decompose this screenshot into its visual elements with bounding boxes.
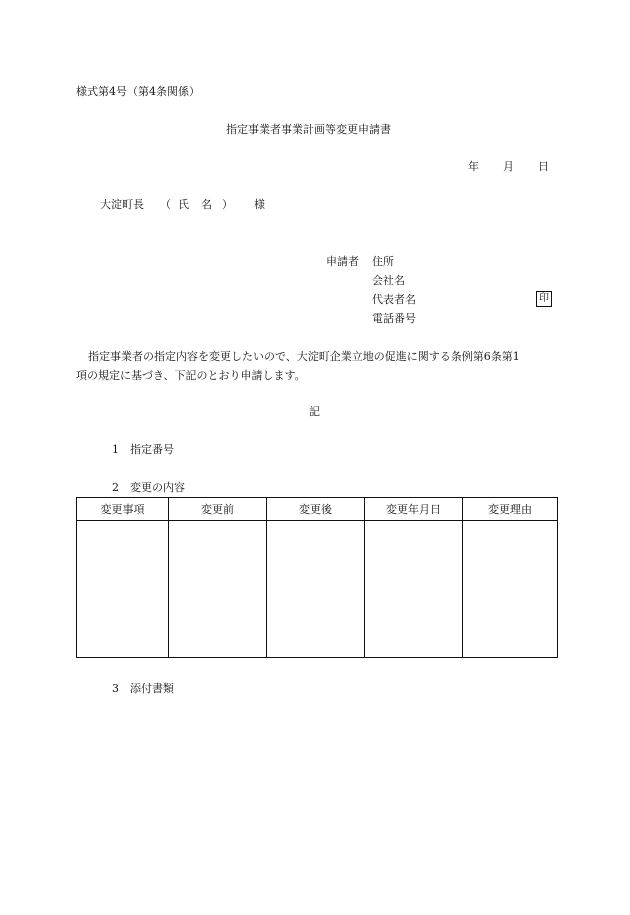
date-day: 日 <box>538 160 549 173</box>
applicant-representative-label: 代表者名 <box>372 293 416 306</box>
date-month: 月 <box>503 160 514 173</box>
header-after: 変更後 <box>267 498 365 521</box>
cell-change-item[interactable] <box>77 521 169 658</box>
item-3-label: 添付書類 <box>130 682 174 695</box>
table-row <box>77 521 558 658</box>
addressee-name: 大淀町長 <box>100 198 144 211</box>
addressee-open-paren: （ <box>160 198 171 211</box>
applicant-label: 申請者 <box>326 255 359 268</box>
applicant-phone-label: 電話番号 <box>372 312 416 325</box>
form-number: 様式第4号（第4条関係） <box>76 85 200 98</box>
cell-before[interactable] <box>169 521 267 658</box>
document-title: 指定事業者事業計画等変更申請書 <box>226 123 391 136</box>
changes-table <box>76 497 558 658</box>
applicant-company-label: 会社名 <box>372 274 405 287</box>
date-year: 年 <box>468 160 479 173</box>
body-line-1: 指定事業者の指定内容を変更したいので、大淀町企業立地の促進に関する条例第6条第1 <box>88 350 520 363</box>
header-change-item: 変更事項 <box>77 498 169 521</box>
cell-change-date[interactable] <box>365 521 463 658</box>
applicant-address-label: 住所 <box>372 255 394 268</box>
item-3-number: 3 <box>112 682 119 695</box>
item-2-number: 2 <box>112 481 119 494</box>
seal-box: 印 <box>536 291 552 307</box>
item-1-label: 指定番号 <box>130 443 174 456</box>
header-change-date: 変更年月日 <box>365 498 463 521</box>
addressee-close-paren: ） <box>222 198 233 211</box>
table-header-row <box>77 498 558 521</box>
addressee-honorific: 様 <box>254 198 265 211</box>
ki-heading: 記 <box>309 405 320 418</box>
addressee-shi: 氏 <box>178 198 189 211</box>
cell-after[interactable] <box>267 521 365 658</box>
cell-reason[interactable] <box>463 521 558 658</box>
addressee-mei: 名 <box>201 198 212 211</box>
item-1-number: 1 <box>112 443 119 456</box>
body-line-2: 項の規定に基づき、下記のとおり申請します。 <box>76 369 306 382</box>
header-reason: 変更理由 <box>463 498 558 521</box>
header-before: 変更前 <box>169 498 267 521</box>
item-2-label: 変更の内容 <box>130 481 185 494</box>
